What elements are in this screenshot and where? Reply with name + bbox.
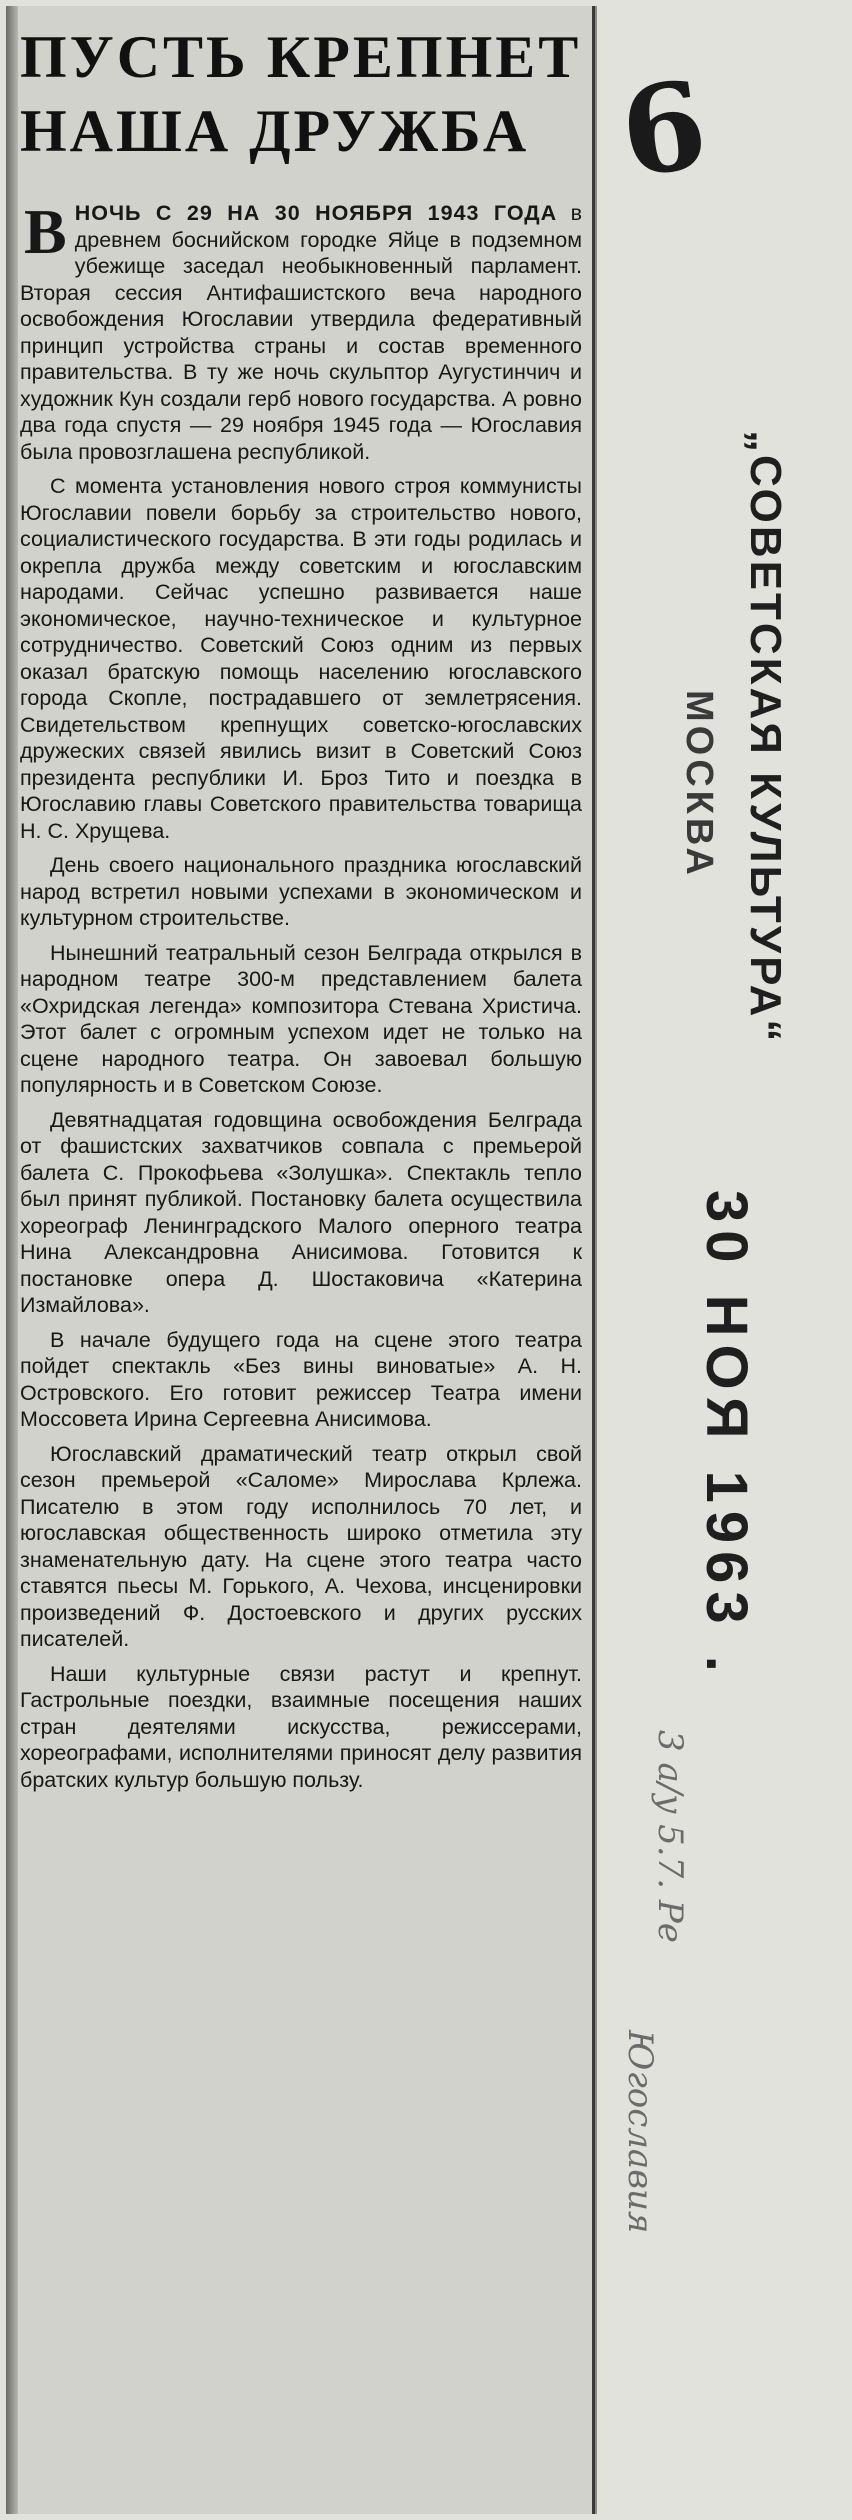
city-stamp: МОСКВА bbox=[678, 690, 720, 879]
article-body bbox=[20, 196, 582, 1801]
paragraph-5: В начале будущего года на сцене этого театра пойдет спектакль «Без вины виноватые» А. Н. Островского. Его готовит режиссер Театра имени Моссовета Ирина Сергеевна Анисимова. bbox=[20, 1327, 582, 1431]
article-headline bbox=[20, 20, 585, 168]
lead-caps: НОЧЬ С 29 НА 30 НОЯБРЯ 1943 ГОДА bbox=[74, 201, 558, 225]
paragraph-6: Югославский драматический театр открыл свой сезон премьерой «Саломе» Мирослава Крлежа. Писателю в этом году исполнилось 70 лет, и югославская общественность широко отметила эту знаменательную дату. На сцене этого театра часто ставятся пьесы М. Горького, А. Чехова, инсценировки произведений Ф. Достоевского и других русских писателей. bbox=[20, 1441, 582, 1651]
headline-line-1: ПУСТЬ КРЕПНЕТ bbox=[20, 24, 582, 90]
pencil-note-1: 3 a/y 5.7. Ре bbox=[650, 1730, 690, 1943]
pencil-note-2: Югославия bbox=[620, 2030, 660, 2234]
paragraph-7: Наши культурные связи растут и крепнут. Гастрольные поездки, взаимные посещения наших стран деятелями искусства, режиссерами, хореографами, исполнителями приносят делу развития братских культур большую пользу. bbox=[20, 1661, 582, 1792]
date-stamp: 30 НОЯ 1963 . bbox=[694, 1190, 759, 1680]
paragraph-2: День своего национального праздника югославский народ встретил новыми успехами в экономическом и культурном строительстве. bbox=[20, 853, 582, 930]
newspaper-name-stamp: „СОВЕТСКАЯ КУЛЬТУРА“ bbox=[741, 430, 790, 1045]
headline-line-2: НАША ДРУЖБА bbox=[20, 98, 530, 164]
lead-paragraph bbox=[20, 196, 582, 465]
handwritten-number: 6 bbox=[612, 53, 715, 206]
paragraph-1: С момента установления нового строя коммунисты Югославии повели борьбу за строительство нового, социалистического государства. В эти годы родилась и окрепла дружба между советским и югославским народами. Сейчас успешно развивается наше экономическое, научно-техническое и культурное сотрудничество. Советский Союз одним из первых оказал братскую помощь населению югославского города Скопле, пострадавшего от землетрясения. Свидетельством крепнущих советско-югославских дружеских связей явились визит в Советский Союз президента республики И. Броз Тито и поездка в Югославию главы Советского правительства товарища Н. С. Хрущева. bbox=[20, 474, 582, 843]
drop-cap: В bbox=[24, 196, 67, 267]
lead-text: в древнем боснийском городке Яйце в подземном убежище заседал необыкновенный парламент. Вторая сессия Антифашистского веча народного освобождения Югославии утвердила федеративный принцип устройства страны и состав временного правительства. В ту же ночь скульптор Аугустинчич и художник Кун создали герб нового государства. А ровно два года спустя — 29 ноября 1945 года — Югославия была провозглашена республикой. bbox=[20, 201, 582, 464]
paragraph-3: Нынешний театральный сезон Белграда открылся в народном театре 300-м представлением балета «Охридская легенда» композитора Стевана Христича. Этот балет с огромным успехом идет не только на сцене народного театра. Он завоевал большую популярность и в Советском Союзе. bbox=[20, 940, 582, 1097]
paragraph-4: Девятнадцатая годовщина освобождения Белграда от фашистских захватчиков совпала с премьерой балета С. Прокофьева «Золушка». Спектакль тепло был принят публикой. Постановку балета осуществила хореограф Ленинградского Малого оперного театра Нина Александровна Анисимова. Готовится к постановке опера Д. Шостаковича «Катерина Измайлова». bbox=[20, 1107, 582, 1317]
